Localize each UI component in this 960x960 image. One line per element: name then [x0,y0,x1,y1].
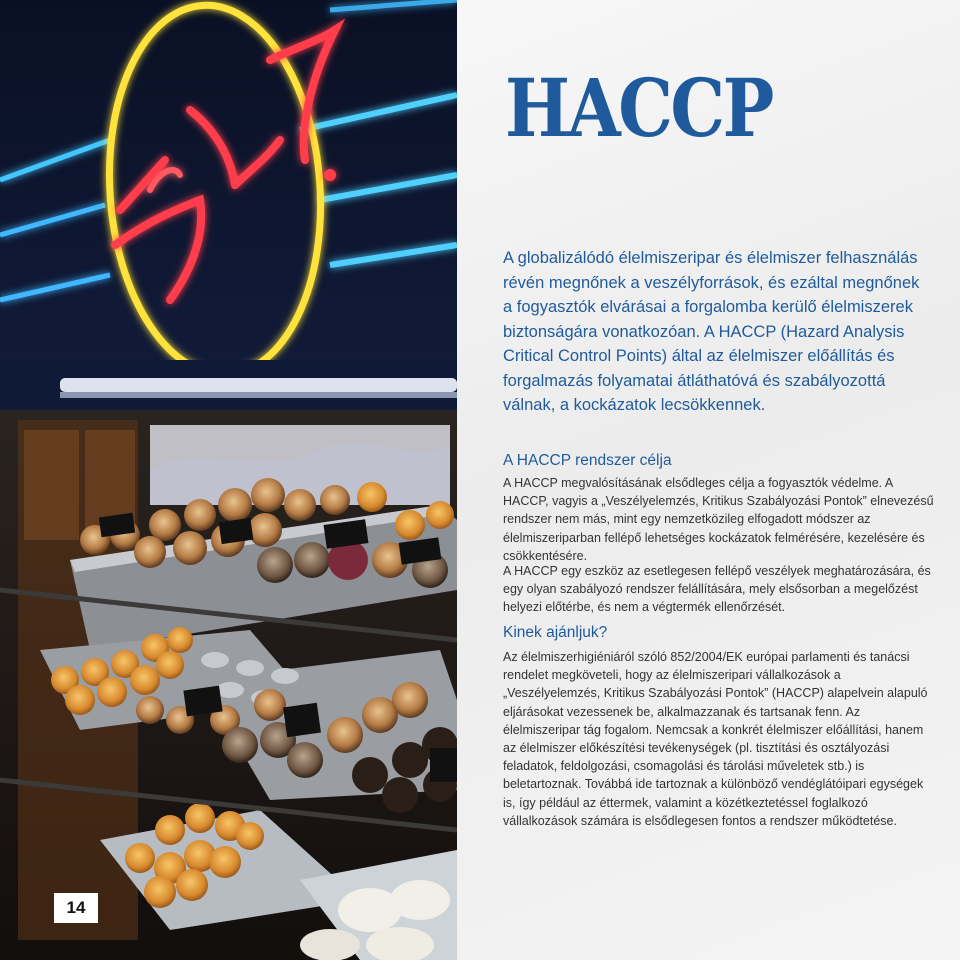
section-heading-target-audience: Kinek ajánljuk? [503,624,608,641]
bakery-display-illustration [0,0,457,960]
section2-paragraph-1: Az élelmiszerhigiéniáról szóló 852/2004/EK európai parlamenti és tanácsi rendelet megköveteli, hogy az élelmiszeripari vállalkozások a „Veszélyelemzés, Kritikus Szabályozási Pontok” (HACCP) alapelvein alapuló eljárásokat vezessenek be, alkalmazzanak és tartsanak fenn. Az élelmiszeripar tág fogalom. Nemcsak a konkrét élelmiszer előállítási, hanem az élelmiszer előkészítési tevékenységek (pl. tisztítási és osztályozási feladatok, feldolgozási, csomagolási és tárolási műveletek stb.) is beletartoznak. Továbbá ide tartoznak a különböző vendéglátóipari egységek is, így például az éttermek, valamint a közétkeztetéssel foglalkozó vállalkozások számára is elsődlegesen fontos a rendszer működtetése. [503,650,928,828]
section-heading-haccp-goal: A HACCP rendszer célja [503,452,672,469]
section1-paragraph-2: A HACCP egy eszköz az esetlegesen fellépő veszélyek meghatározására, és egy olyan szabályozó rendszer felállítására, mely elsősorban a megelőzést helyezi előtérbe, és nem a végtermék ellenőrzését. [503,564,931,615]
page-title: HACCP [505,61,772,155]
section1-paragraph-1: A HACCP megvalósításának elsődleges célja a fogyasztók védelme. A HACCP, vagyis a „Veszélyelemzés, Kritikus Szabályozási Pontok” elnevezésű rendszer nem más, mint egy nemzetközileg elfogadott módszer az élelmiszeriparban fellépő lehetséges kockázatok felmérésére, kezelésére és csökkentésére. [503,476,934,563]
bakery-photo [0,0,457,960]
page-number: 14 [54,893,98,923]
content-column [457,0,960,960]
intro-paragraph: A globalizálódó élelmiszeripar és élelmiszer felhasználás révén megnőnek a veszélyforrások, és ezáltal megnőnek a fogyasztók elvárásai a forgalomba kerülő élelmiszerek biztonságára vonatkozóan. A HACCP (Hazard Analysis Critical Control Points) által az élelmiszer előállítás és forgalmazás folyamatai átláthatóvá és szabályozottá válnak, a kockázatok lecsökkennek. [503,249,920,414]
